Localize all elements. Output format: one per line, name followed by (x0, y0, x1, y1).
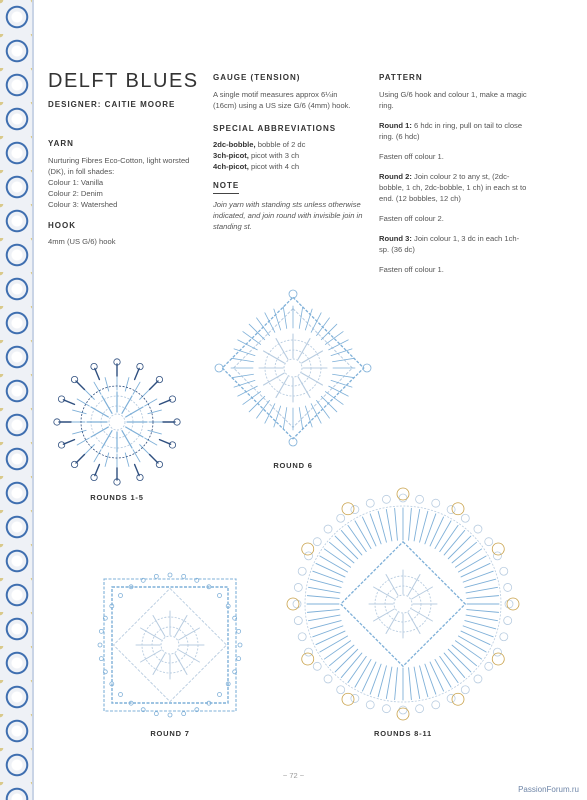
picot-mark (313, 538, 321, 546)
picot-mark (305, 648, 313, 656)
stitch-mark (135, 464, 140, 475)
picot-mark (154, 712, 158, 716)
picot-mark (302, 543, 314, 555)
stitch-mark (458, 636, 486, 652)
diagram-rounds-1-5 (42, 355, 192, 490)
picot-mark (302, 653, 314, 665)
stitch-mark (175, 654, 187, 675)
stitch-mark (329, 542, 354, 563)
column-yarn-hook (48, 138, 198, 256)
stitch-mark (238, 340, 258, 350)
stitch-mark (310, 621, 341, 629)
stitch-mark (126, 427, 143, 437)
picot-mark (432, 499, 440, 507)
abbreviation-item: 4ch-picot, picot with 4 ch (213, 162, 300, 172)
stitch-mark (264, 373, 285, 385)
designer-credit: DESIGNER: CAITIE MOORE (48, 100, 176, 109)
picot-mark (168, 713, 172, 717)
stitch-mark (63, 400, 74, 405)
abbreviations-heading: SPECIAL ABBREVIATIONS (213, 123, 337, 133)
picot-mark (474, 525, 482, 533)
stitch-mark (63, 440, 74, 445)
pattern-fasten-1: Fasten off colour 1. (379, 151, 444, 161)
stitch-mark (73, 430, 87, 434)
stitch-mark (135, 368, 140, 379)
stitch-mark (378, 511, 386, 542)
pattern-round-2: Round 2: Join colour 2 to any st, (2dc-bobble, 1 ch, 2dc-bobble, 1 ch) in each st to end. (12 bobbles, 12 ch) (379, 171, 527, 203)
stitch-mark (329, 386, 349, 396)
picot-mark (169, 442, 175, 448)
picot-mark (91, 474, 97, 480)
stitch-mark (444, 530, 465, 555)
stitch-mark (414, 509, 420, 541)
diagram-round-7 (95, 570, 245, 720)
stitch-square (112, 587, 228, 703)
stitch-mark (425, 514, 436, 544)
picot-mark (238, 643, 242, 647)
stitch-square (104, 579, 236, 711)
picot-mark (71, 376, 77, 382)
picot-mark (298, 567, 306, 575)
stitch-mark (76, 455, 84, 463)
picot-mark (382, 705, 390, 713)
stitch-mark (77, 438, 89, 445)
stitch-mark (430, 517, 444, 546)
yarn-colour-2: Colour 2: Denim (48, 188, 103, 198)
stitch-mark (355, 521, 371, 549)
stitch-mark (463, 626, 493, 637)
stitch-ring (161, 636, 179, 654)
stitch-mark (299, 307, 302, 329)
picot-mark (293, 600, 301, 608)
picot-mark (99, 657, 103, 661)
stitch-mark (348, 525, 366, 551)
stitch-mark (150, 381, 158, 389)
stitch-mark (276, 339, 288, 360)
stitch-mark (412, 609, 433, 621)
caption-round-7: ROUND 7 (150, 729, 190, 738)
picot-mark (58, 442, 64, 448)
picot-mark (485, 538, 493, 546)
stitch-mark (126, 407, 143, 417)
note-heading: NOTE (213, 180, 239, 194)
caption-rounds-1-5: ROUNDS 1-5 (90, 493, 144, 502)
stitch-mark (324, 641, 350, 659)
stitch-mark (386, 509, 392, 541)
stitch-mark (455, 641, 481, 659)
column-gauge-abbreviations (213, 72, 363, 232)
stitch-mark (265, 313, 275, 333)
stitch-mark (145, 438, 157, 445)
stitch-mark (408, 575, 420, 596)
pattern-round-3: Round 3: Join colour 1, 3 dc in each 1ch-sp. (36 dc) (379, 233, 520, 254)
picot-mark (399, 494, 407, 502)
stitch-mark (370, 514, 381, 544)
stitch-mark (94, 450, 101, 462)
stitch-mark (122, 431, 132, 448)
stitch-mark (362, 662, 376, 691)
picot-mark (452, 503, 464, 515)
picot-mark (99, 629, 103, 633)
stitch-mark (316, 631, 345, 645)
stitch-mark (232, 358, 254, 361)
picot-mark (237, 629, 241, 633)
picot-mark (58, 396, 64, 402)
picot-mark (169, 396, 175, 402)
stitch-mark (458, 556, 486, 572)
stitch-mark (386, 613, 398, 634)
picot-mark (500, 567, 508, 575)
stitch-mark (320, 636, 348, 652)
stitch-mark (466, 587, 498, 593)
picot-mark (237, 657, 241, 661)
picot-mark (141, 578, 145, 582)
stitch-mark (335, 649, 358, 672)
stitch-mark (283, 307, 286, 329)
stitch-mark (153, 616, 165, 637)
stitch-mark (440, 656, 458, 682)
stitch-mark (425, 664, 436, 694)
yarn-heading: YARN (48, 139, 74, 148)
picot-mark (313, 662, 321, 670)
stitch-mark (320, 556, 348, 572)
picot-mark (119, 594, 123, 598)
stitch-mark (313, 571, 343, 582)
picot-mark (399, 706, 407, 714)
picot-mark (366, 499, 374, 507)
hook-heading: HOOK (48, 220, 76, 230)
stitch-mark (409, 508, 412, 540)
diagram-rounds-8-11 (283, 487, 523, 722)
stitch-mark (341, 530, 362, 555)
stitch-mark (329, 340, 349, 350)
note-text: Join yarn with standing sts unless otherwise indicated, and join round with invisible join in standing st. (213, 199, 363, 231)
picot-mark (351, 694, 359, 702)
picot-mark (342, 503, 354, 515)
picot-mark (137, 474, 143, 480)
stitch-mark (324, 549, 350, 567)
stitch-mark (102, 431, 112, 448)
yarn-text: Nurturing Fibres Eco-Cotton, light worsted (DK), in foll shades: (48, 155, 190, 176)
caption-round-6: ROUND 6 (273, 461, 313, 470)
picot-mark (474, 675, 482, 683)
stitch-mark (435, 521, 451, 549)
stitch-mark (452, 542, 477, 563)
stitch-mark (466, 615, 498, 621)
picot-mark (182, 712, 186, 716)
picot-mark (492, 653, 504, 665)
stitch-mark (133, 450, 140, 462)
stitch-mark (414, 667, 420, 699)
stitch-mark (370, 664, 381, 694)
stitch-mark (84, 389, 94, 399)
stitch-mark (311, 404, 321, 424)
picot-mark (337, 514, 345, 522)
pattern-fasten-2: Fasten off colour 2. (379, 213, 444, 223)
stitch-mark (362, 517, 376, 546)
picot-mark (233, 670, 237, 674)
stitch-mark (448, 536, 471, 559)
stitch-mark (452, 645, 477, 666)
stitch-mark (307, 596, 339, 599)
stitch-mark (465, 579, 496, 587)
stitch-mark (102, 396, 112, 413)
page-number: ~ 72 ~ (282, 771, 305, 780)
stitch-mark (145, 399, 157, 406)
yarn-colour-3: Colour 3: Watershed (48, 199, 118, 209)
yarn-colour-1: Colour 1: Vanilla (48, 177, 104, 187)
stitch-mark (73, 410, 87, 414)
picot-mark (382, 495, 390, 503)
stitch-mark (313, 626, 343, 637)
picot-mark (342, 693, 354, 705)
picot-mark (294, 617, 302, 625)
pattern-fasten-3: Fasten off colour 1. (379, 264, 444, 274)
stitch-mark (264, 351, 285, 363)
picot-mark (447, 506, 455, 514)
stitch-mark (329, 645, 354, 666)
stitch-mark (179, 650, 200, 662)
picot-mark (98, 643, 102, 647)
stitch-mark (76, 381, 84, 389)
picot-mark (324, 525, 332, 533)
stitch-mark (148, 430, 162, 434)
stitch-mark (308, 615, 340, 621)
picot-mark (71, 461, 77, 467)
picot-mark (298, 633, 306, 641)
stitch-mark (125, 378, 129, 392)
stitch-mark (308, 587, 340, 593)
stitch-mark (141, 628, 162, 640)
stitch-mark (374, 609, 395, 621)
stitch-mark (463, 571, 493, 582)
stitch-mark (461, 631, 490, 645)
stitch-mark (159, 400, 170, 405)
stitch-mark (455, 549, 481, 567)
picot-mark (217, 692, 221, 696)
picot-mark (461, 514, 469, 522)
stitch-mark (444, 653, 465, 678)
stitch-mark (307, 610, 339, 613)
stitch-square (341, 542, 465, 666)
stitch-mark (430, 662, 444, 691)
stitch-mark (420, 511, 428, 542)
picot-mark (182, 574, 186, 578)
stitch-mark (420, 666, 428, 697)
picot-mark (337, 686, 345, 694)
picot-mark (492, 543, 504, 555)
stitch-mark (467, 610, 499, 613)
stitch-mark (150, 455, 158, 463)
stitch-mark (461, 563, 490, 577)
stitch-mark (105, 453, 109, 467)
picot-mark (504, 583, 512, 591)
stitch-mark (310, 579, 341, 587)
stitch-mark (179, 628, 200, 640)
stitch-mark (333, 358, 355, 361)
stitch-mark (153, 654, 165, 675)
stitch-mark (409, 668, 412, 700)
picot-mark (416, 705, 424, 713)
stitch-mark (302, 373, 323, 385)
picot-mark (493, 552, 501, 560)
stitch-mark (84, 445, 94, 455)
picot-mark (156, 376, 162, 382)
pattern-round-1: Round 1: 6 hdc in ring, pull on tail to close ring. (6 hdc) (379, 120, 523, 141)
picot-mark (447, 694, 455, 702)
stitch-mark (141, 650, 162, 662)
watermark: PassionForum.ru (518, 785, 579, 794)
stitch-mark (395, 668, 398, 700)
stitch-mark (305, 309, 312, 330)
picot-mark (324, 675, 332, 683)
stitch-mark (341, 653, 362, 678)
picot-mark (91, 363, 97, 369)
stitch-mark (122, 396, 132, 413)
caption-rounds-8-11: ROUNDS 8-11 (374, 729, 432, 738)
stitch-mark (95, 368, 100, 379)
stitch-ring (394, 595, 412, 613)
stitch-mark (125, 453, 129, 467)
stitch-mark (298, 339, 310, 360)
decorative-tile-border (0, 0, 34, 800)
stitch-mark (77, 399, 89, 406)
picot-mark (103, 670, 107, 674)
picot-mark (432, 701, 440, 709)
stitch-mark (95, 464, 100, 475)
stitch-mark (94, 382, 101, 394)
stitch-mark (408, 613, 420, 634)
picot-mark (168, 573, 172, 577)
stitch-square (113, 588, 226, 701)
picot-mark (416, 495, 424, 503)
picot-mark (215, 364, 223, 372)
stitch-mark (440, 525, 458, 551)
stitch-mark (148, 410, 162, 414)
stitch-mark (238, 386, 258, 396)
column-pattern (379, 72, 529, 284)
picot-mark (505, 600, 513, 608)
picot-mark (156, 461, 162, 467)
picot-mark (485, 662, 493, 670)
stitch-mark (374, 587, 395, 599)
abbreviation-item: 2dc-bobble, bobble of 2 dc (213, 140, 306, 150)
stitch-mark (175, 616, 187, 637)
stitch-mark (265, 404, 275, 424)
stitch-mark (91, 427, 108, 437)
stitch-mark (302, 351, 323, 363)
stitch-mark (355, 659, 371, 687)
picot-mark (289, 290, 297, 298)
picot-mark (119, 692, 123, 696)
stitch-mark (465, 621, 496, 629)
stitch-mark (378, 666, 386, 697)
stitch-mark (435, 659, 451, 687)
stitch-mark (140, 389, 150, 399)
gauge-text: A single motif measures approx 6¼in (16cm) using a US size G/6 (4mm) hook. (213, 89, 351, 110)
stitch-mark (276, 377, 288, 398)
abbreviation-item: 3ch-picot, picot with 3 ch (213, 151, 300, 161)
stitch-mark (386, 667, 392, 699)
picot-mark (217, 594, 221, 598)
page-title: DELFT BLUES (48, 70, 199, 92)
stitch-mark (298, 377, 310, 398)
picot-mark (493, 648, 501, 656)
picot-mark (305, 552, 313, 560)
picot-mark (137, 363, 143, 369)
pattern-heading: PATTERN (379, 73, 423, 82)
picot-mark (504, 617, 512, 625)
stitch-mark (105, 378, 109, 392)
stitch-mark (140, 445, 150, 455)
stitch-mark (159, 440, 170, 445)
stitch-mark (467, 596, 499, 599)
stitch-mark (91, 407, 108, 417)
stitch-mark (448, 649, 471, 672)
stitch-ring (109, 414, 125, 430)
stitch-mark (348, 656, 366, 682)
stitch-mark (133, 382, 140, 394)
stitch-mark (395, 508, 398, 540)
stitch-mark (386, 575, 398, 596)
picot-mark (452, 693, 464, 705)
gauge-heading: GAUGE (TENSION) (213, 73, 301, 82)
stitch-mark (335, 536, 358, 559)
picot-mark (351, 506, 359, 514)
stitch-ring (284, 359, 302, 377)
diagram-round-6 (203, 285, 383, 450)
picot-mark (154, 574, 158, 578)
picot-mark (461, 686, 469, 694)
stitch-mark (311, 313, 321, 333)
picot-mark (366, 701, 374, 709)
picot-mark (500, 633, 508, 641)
stitch-mark (412, 587, 433, 599)
hook-text: 4mm (US G/6) hook (48, 237, 116, 247)
picot-mark (294, 583, 302, 591)
stitch-mark (316, 563, 345, 577)
pattern-intro: Using G/6 hook and colour 1, make a magic ring. (379, 89, 527, 110)
